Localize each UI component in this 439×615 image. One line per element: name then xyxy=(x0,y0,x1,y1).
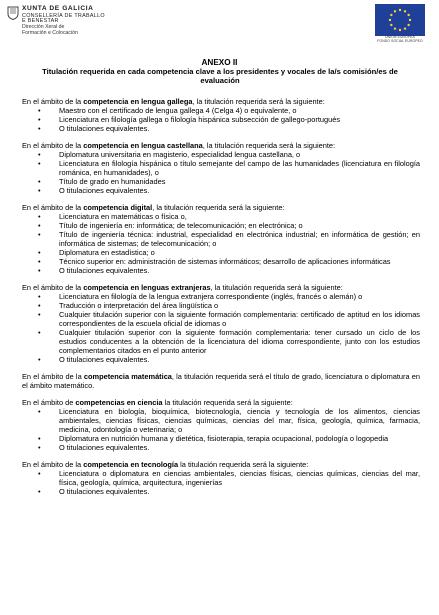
xunta-name: XUNTA DE GALICIA xyxy=(22,5,94,12)
conselleria-line2: E BENESTAR xyxy=(22,18,59,24)
section-digital xyxy=(22,203,420,275)
intro-text: , la titulación requerida será la siguiente: xyxy=(210,283,343,292)
intro-text: En el ámbito de la xyxy=(22,283,84,292)
requirements-list xyxy=(22,106,420,133)
eu-star-icon xyxy=(407,24,409,26)
competence-name: competencia en lengua gallega xyxy=(83,97,193,106)
intro-text: En el ámbito de la xyxy=(22,372,84,381)
eu-star-icon xyxy=(390,24,392,26)
competence-name: competencia en lenguas extranjeras xyxy=(83,283,211,292)
xunta-emblem-icon xyxy=(7,6,19,20)
eu-star-icon xyxy=(399,9,401,11)
conselleria-line1: CONSELLERÍA DE TRABALLO xyxy=(22,12,105,19)
section-intro xyxy=(22,398,420,407)
intro-text: En el ámbito de la xyxy=(22,97,84,106)
direccion-line2: Formación e Colocación xyxy=(22,29,78,36)
section-lengua-castellana xyxy=(22,141,420,195)
intro-text: En el ámbito de la xyxy=(22,460,84,469)
list-item: • Título de ingeniería técnica: industrial, especialidad en electrónica industrial; en informática de gestión; en informática de sistemas; de telecomunicación; o xyxy=(59,230,420,248)
intro-text: , la titulación requerida será la siguiente: xyxy=(192,97,325,106)
document-body xyxy=(22,97,420,496)
eu-star-icon xyxy=(390,14,392,16)
section-intro xyxy=(22,97,420,106)
competence-name: competencia digital xyxy=(83,203,153,212)
requirements-list xyxy=(22,407,420,452)
list-item: • Maestro con el certificado de lengua gallega 4 (Celga 4) o equivalente, o xyxy=(59,106,420,115)
intro-text: , la titulación requerida será la siguiente: xyxy=(202,141,336,150)
eu-logo-block xyxy=(367,4,433,46)
section-intro xyxy=(22,203,420,212)
list-item: • Licenciatura en filología hispánica o título semejante del campo de las humanidades (licenciatura en filología románica, en humanidades), o xyxy=(59,159,420,177)
list-item: • O titulaciones equivalentes. xyxy=(59,266,420,275)
section-tecnologia xyxy=(22,460,420,496)
eu-star-icon xyxy=(407,14,409,16)
list-item: • Traducción o interpretación del área lingüística o xyxy=(59,301,420,310)
section-intro xyxy=(22,460,420,469)
eu-star-icon xyxy=(404,10,406,12)
list-item: • O titulaciones equivalentes. xyxy=(59,443,420,452)
intro-text: , la titulación requerida será el título de grado, licenciatura o diplomatura en el ámbito matemático. xyxy=(22,372,420,390)
list-item: • Diplomatura en nutrición humana y dietética, fisioterapia, terapia ocupacional, podología o logopedia xyxy=(59,434,420,443)
list-item: • Cualquier titulación superior con la siguiente formación complementaria: tener cursado un ciclo de los estudios conducentes a la obtención de la licenciatura del idioma correspondiente, junto con los estudios complementarios citados en el punto anterior xyxy=(59,328,420,355)
competence-name: competencia en tecnología xyxy=(83,460,179,469)
section-intro xyxy=(22,141,420,150)
list-item: • Diplomatura en estadística; o xyxy=(59,248,420,257)
eu-star-icon xyxy=(389,19,391,21)
section-intro xyxy=(22,283,420,292)
eu-star-icon xyxy=(404,27,406,29)
section-intro xyxy=(22,372,420,390)
section-lengua-gallega xyxy=(22,97,420,133)
list-item: • O titulaciones equivalentes. xyxy=(59,355,420,364)
list-item: • Técnico superior en: administración de sistemas informáticos; desarrollo de aplicaciones informáticas xyxy=(59,257,420,266)
page-subtitle: Titulación requerida en cada competencia clave a los presidentes y vocales de la/s comisión/es de evaluación xyxy=(42,67,398,85)
competence-name: competencia en lengua castellana xyxy=(83,141,203,150)
eu-flag-icon xyxy=(375,4,425,36)
direccion-line1: Dirección Xeral de xyxy=(22,24,65,31)
list-item: • Título de ingeniería en: informática; de telecomunicación; en electrónica; o xyxy=(59,221,420,230)
requirements-list xyxy=(22,469,420,496)
section-ciencia xyxy=(22,398,420,452)
section-lenguas-extranjeras xyxy=(22,283,420,364)
eu-star-icon xyxy=(394,27,396,29)
list-item: • Cualquier titulación superior con la siguiente formación complementaria: certificado de aptitud en los idiomas correspondientes de la escuela oficial de idiomas o xyxy=(59,310,420,328)
xunta-logo-block xyxy=(7,6,167,46)
intro-text: En el ámbito de la xyxy=(22,141,84,150)
list-item: • O titulaciones equivalentes. xyxy=(59,186,420,195)
eu-star-icon xyxy=(394,10,396,12)
intro-text: En el ámbito de la xyxy=(22,203,84,212)
intro-text: la titulación requerida será la siguiente: xyxy=(178,460,309,469)
intro-text: En el ámbito de xyxy=(22,398,76,407)
list-item: • Licenciatura en filología gallega o filología hispánica subsección de gallego-portugués xyxy=(59,115,420,124)
intro-text: la titulación requerida será la siguiente: xyxy=(162,398,293,407)
requirements-list xyxy=(22,292,420,364)
page-title: ANEXO II xyxy=(201,58,238,67)
eu-star-icon xyxy=(409,19,411,21)
requirements-list xyxy=(22,150,420,195)
competence-name: competencias en ciencia xyxy=(75,398,163,407)
competence-name: competencia matemática xyxy=(83,372,172,381)
list-item: • O titulaciones equivalentes. xyxy=(59,487,420,496)
eu-caption-line1: UNIÓN EUROPEA xyxy=(385,35,415,39)
section-matematica xyxy=(22,372,420,390)
list-item: • Diplomatura universitaria en magisterio, especialidad lengua castellana, o xyxy=(59,150,420,159)
requirements-list xyxy=(22,212,420,275)
intro-text: , la titulación requerida será la siguiente: xyxy=(152,203,285,212)
eu-caption-line2: FONDO SOCIAL EUROPEO xyxy=(377,38,423,43)
list-item: • Licenciatura o diplomatura en ciencias ambientales, ciencias físicas, ciencias químicas, ciencias del mar, física, geología, química, arquitectura, ingenierías xyxy=(59,469,420,487)
list-item: • Licenciatura en biología, bioquímica, biotecnología, ciencia y tecnología de los alimentos, ciencias ambientales, ciencias físicas, ciencias químicas, ciencias del mar, física, geología, química, farmacia, medicina, odontología o veterinaria; o xyxy=(59,407,420,434)
list-item: • Licenciatura en matemáticas o física o, xyxy=(59,212,420,221)
list-item: • O titulaciones equivalentes. xyxy=(59,124,420,133)
eu-star-icon xyxy=(399,29,401,31)
list-item: • Título de grado en humanidades xyxy=(59,177,420,186)
list-item: • Licenciatura en filología de la lengua extranjera correspondiente (inglés, francés o alemán) o xyxy=(59,292,420,301)
